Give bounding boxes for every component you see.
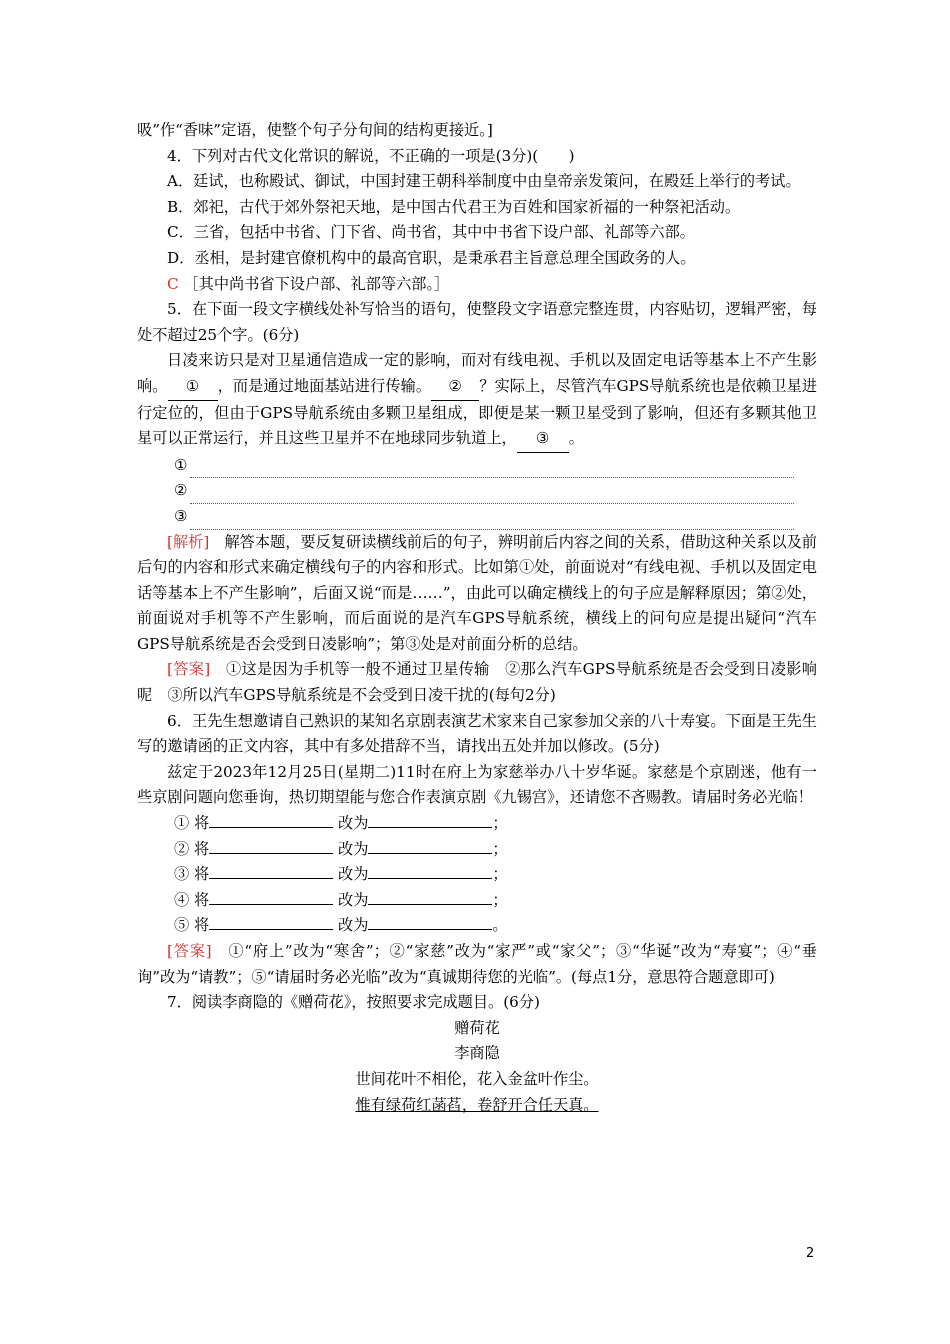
- answer-6: [137, 939, 817, 990]
- option-c: C．三省，包括中书省、门下省、尚书省，其中中书省下设户部、礼部等六部。: [167, 223, 695, 242]
- fill-blank: [368, 913, 492, 930]
- row-end: ；: [492, 814, 508, 833]
- fill-blank: [209, 888, 333, 905]
- blank-1: ①: [168, 374, 218, 401]
- question-5: 5．在下面一段文字横线处补写恰当的语句，使整段文字语意完整连贯，内容贴切，逻辑严密，每处不超过25个字。(6分): [137, 300, 817, 344]
- answer-line-2: [174, 478, 817, 504]
- text-line: 吸”作“香味”定语，使整个句子分句间的结构更接近。]: [137, 121, 493, 139]
- analysis-tag: [解析]: [167, 532, 210, 551]
- row-label: 改为: [338, 916, 369, 935]
- answer-explanation: ［其中尚书省下设户部、礼部等六部。］: [183, 274, 450, 293]
- row-label: 改为: [338, 814, 369, 833]
- option-a: A．廷试，也称殿试、御试，中国封建王朝科举制度中由皇帝亲发策问，在殿廷上举行的考试。: [167, 172, 801, 191]
- row-label: 改为: [338, 839, 369, 858]
- passage-text: 。: [568, 429, 584, 448]
- fill-row: [174, 888, 817, 914]
- fill-row: [174, 811, 817, 837]
- document-page: [137, 118, 817, 1118]
- row-label: 将: [194, 839, 210, 858]
- option-d: D．丞相，是封建官僚机构中的最高官职，是秉承君主旨意总理全国政务的人。: [167, 248, 696, 267]
- row-label: 将: [194, 865, 210, 884]
- answer-5: [137, 657, 817, 708]
- row-number: ④: [174, 890, 190, 909]
- row-end: 。: [492, 916, 508, 935]
- option-b: B．郊祀，古代于郊外祭祀天地，是中国古代君王为百姓和国家祈福的一种祭祀活动。: [167, 197, 741, 216]
- answer-line-marker: ①: [174, 455, 188, 474]
- fill-blank: [209, 913, 333, 930]
- fill-blank: [368, 837, 492, 854]
- row-number: ⑤: [174, 916, 190, 935]
- passage-text: 日凌来访只是对卫星通信造成一定的影响，而对有线电视、手机以及固定电话等基本上不产生影响。: [137, 351, 817, 395]
- answer-tag: [答案]: [167, 942, 212, 960]
- analysis-text: 解答本题，要反复研读横线前后的句子，辨明前后内容之间的关系，借助这种关系以及前后句的内容和形式来确定横线句子的内容和形式。比如第①处，前面说对“有线电视、手机以及固定电话等基本上不产生影响”，后面又说“而是……”，由此可以确定横线上的句子应是解释原因；第②处，前面说对手机等不产生影响，而后面说的是汽车GPS导航系统，横线上的问句应是提出疑问“汽车GPS导航系统是否会受到日凌影响”；第③处是对前面分析的总结。: [137, 532, 817, 653]
- fill-blank: [209, 811, 333, 828]
- answer-line-3: [174, 504, 817, 530]
- question-7: 7．阅读李商隐的《赠荷花》，按照要求完成题目。(6分): [167, 993, 540, 1012]
- passage-text: ？实际上，尽管汽车GPS导航系统也是依赖卫星进行定位的，但由于GPS导航系统由多颗卫星组成，即便是某一颗卫星受到了影响，但还有多颗其他卫星可以正常运行，并且这些卫星并不在地球同步轨道上，: [137, 376, 818, 448]
- poem-author: 李商隐: [454, 1044, 500, 1063]
- row-label: 改为: [338, 865, 369, 884]
- answer-line-marker: ②: [174, 481, 188, 500]
- fill-blank: [368, 862, 492, 879]
- answer-text: ①“府上”改为“寒舍”；②“家慈”改为“家严”或“家父”；③“华诞”改为“寿宴”；④“垂询”改为“请教”；⑤“请届时务必光临”改为“真诚期待您的光临”。(每点1分，意思符合题意即可): [137, 942, 817, 986]
- page-number: 2: [806, 1246, 815, 1261]
- row-end: ；: [492, 839, 508, 858]
- answer-text: ①这是因为手机等一般不通过卫星传输 ②那么汽车GPS导航系统是否会受到日凌影响呢 ③所以汽车GPS导航系统是不会受到日凌干扰的(每句2分): [137, 660, 817, 705]
- poem-title: 赠荷花: [454, 1018, 500, 1037]
- passage-text: ，而是通过地面基站进行传输。: [217, 376, 432, 395]
- row-label: 改为: [338, 890, 369, 909]
- row-label: 将: [194, 916, 210, 935]
- row-label: 将: [194, 814, 210, 833]
- dotted-answer-line: [190, 515, 794, 530]
- poem-line-2: [137, 1093, 817, 1119]
- row-number: ③: [174, 865, 190, 884]
- dotted-answer-line: [190, 463, 794, 478]
- blank-2: ②: [431, 374, 479, 401]
- row-number: ①: [174, 814, 190, 833]
- fill-blank: [368, 811, 492, 828]
- fill-row: [174, 913, 817, 939]
- question-5-passage: [137, 348, 817, 452]
- fill-blank: [209, 837, 333, 854]
- dotted-answer-line: [190, 489, 794, 504]
- answer-line-marker: ③: [174, 506, 188, 525]
- fill-blank: [209, 862, 333, 879]
- poem-line-2-text: 惟有绿荷红菡萏，卷舒开合任天真。: [355, 1095, 599, 1114]
- fill-blank: [368, 888, 492, 905]
- row-label: 将: [194, 890, 210, 909]
- fill-rows: [137, 811, 817, 939]
- question-6: 6．王先生想邀请自己熟识的某知名京剧表演艺术家来自己家参加父亲的八十寿宴。下面是王先生写的邀请函的正文内容，其中有多处措辞不当，请找出五处并加以修改。(5分): [137, 711, 817, 756]
- question-4: 4．下列对古代文化常识的解说，不正确的一项是(3分)( ): [167, 146, 575, 165]
- row-end: ；: [492, 890, 508, 909]
- fill-row: [174, 837, 817, 863]
- answer-tag: [答案]: [167, 660, 211, 679]
- answer-line-1: [174, 453, 817, 479]
- invitation-text: 兹定于2023年12月25日(星期二)11时在府上为家慈举办八十岁华诞。家慈是个京剧迷，他有一些京剧问题向您垂询，热切期望能与您合作表演京剧《九锡宫》，还请您不吝赐教。请届时务必光临！: [137, 762, 817, 807]
- fill-row: [174, 862, 817, 888]
- analysis-5: [137, 530, 817, 658]
- row-end: ；: [492, 865, 508, 884]
- row-number: ②: [174, 839, 190, 858]
- answer-4: [137, 272, 817, 298]
- blank-3: ③: [517, 426, 569, 453]
- poem-line-1: 世间花叶不相伦，花入金盆叶作尘。: [355, 1069, 599, 1088]
- answer-letter: C: [167, 274, 179, 293]
